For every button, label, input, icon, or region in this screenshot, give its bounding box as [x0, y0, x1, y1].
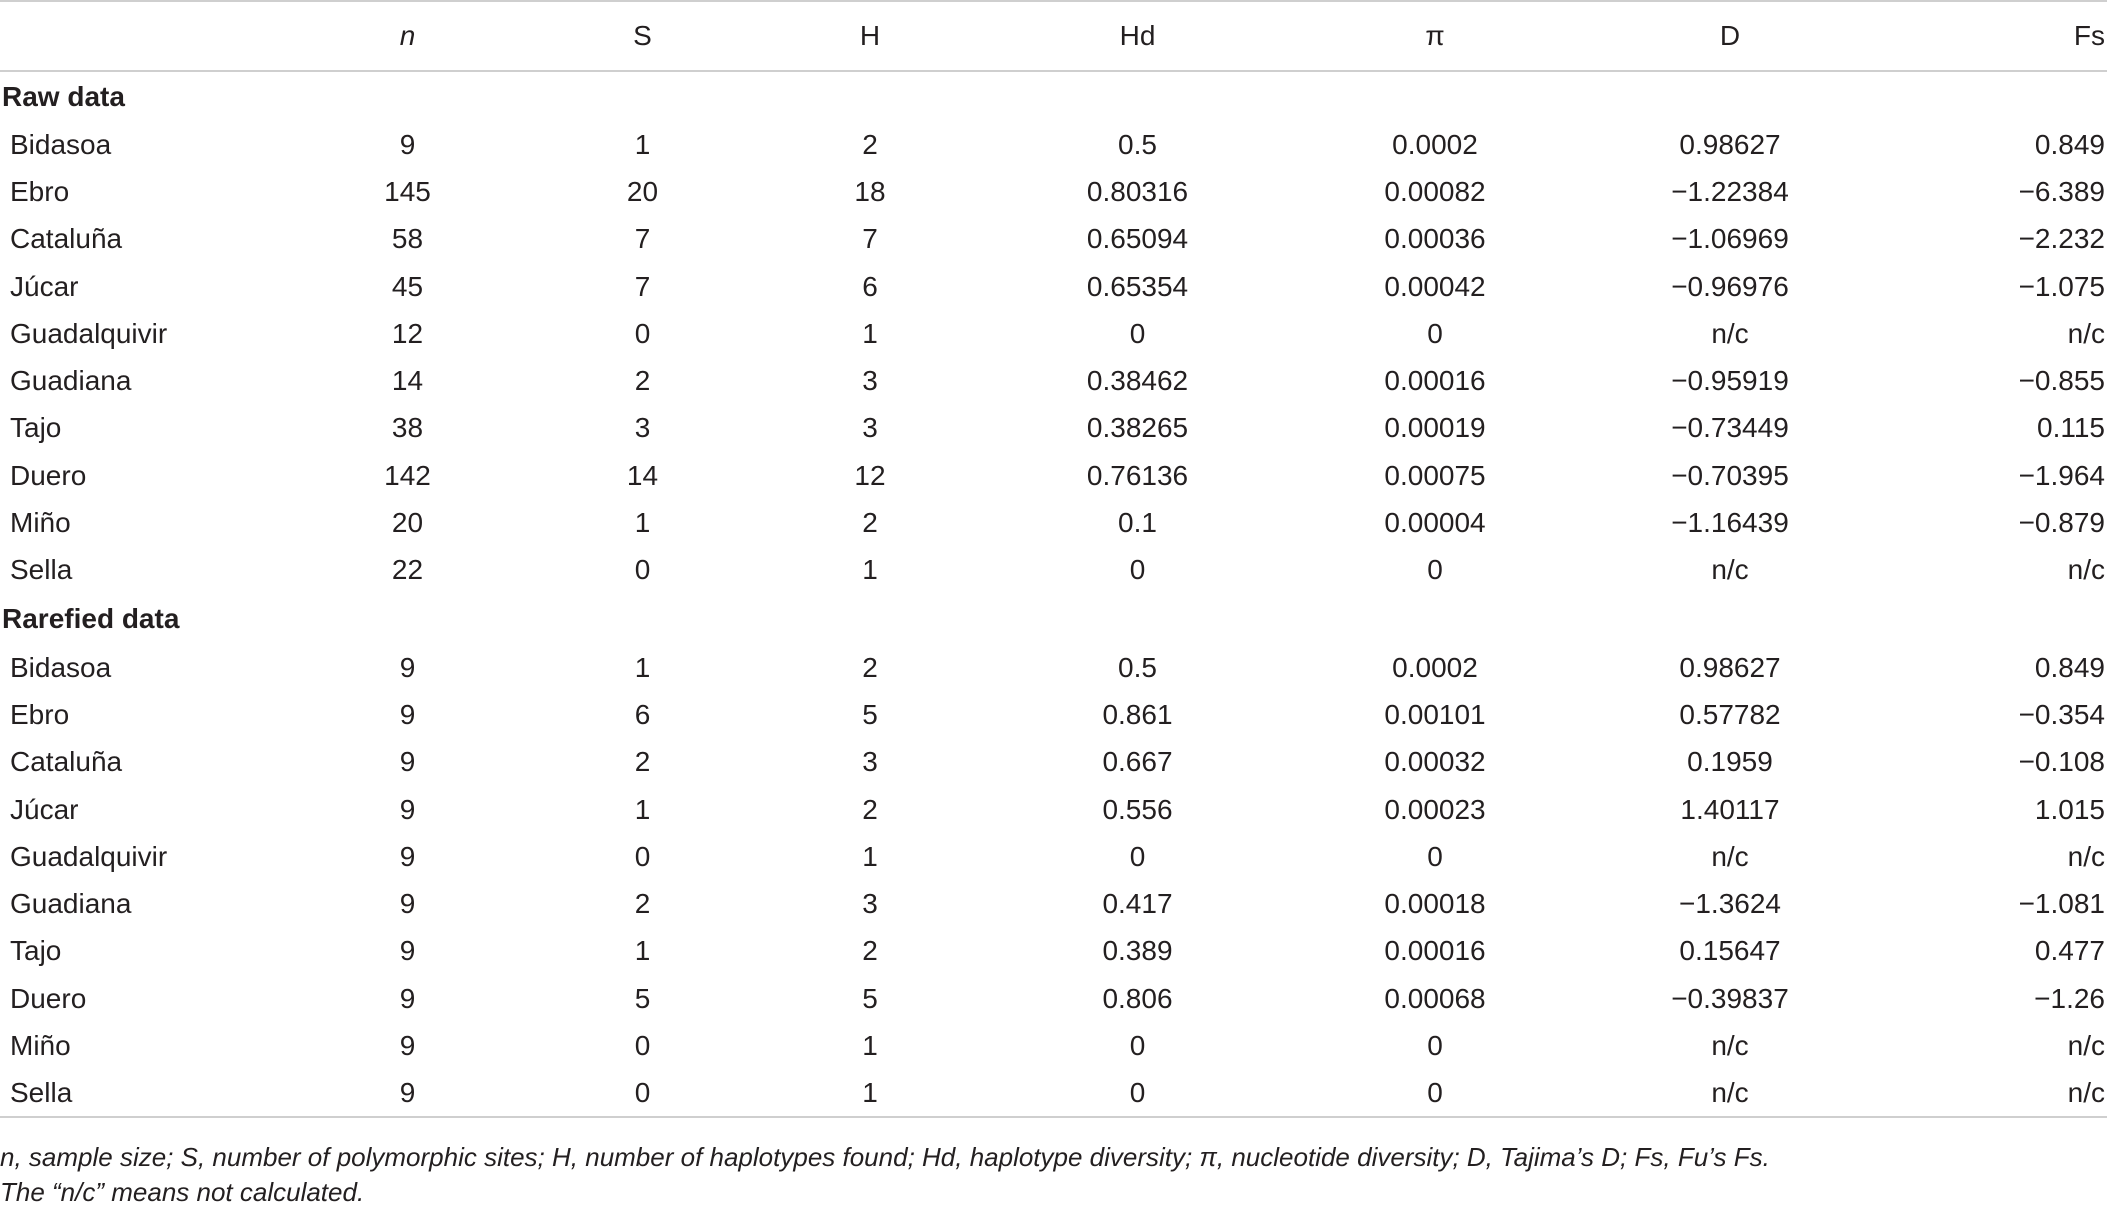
row-label: Cataluña	[10, 223, 123, 255]
n-cell: 9	[399, 128, 416, 160]
fs-cell: n/c	[2067, 840, 2105, 872]
row-label: Tajo	[10, 935, 62, 967]
d-cell: 1.40117	[1680, 793, 1780, 825]
d-cell: −0.96976	[1671, 270, 1789, 302]
header-d: D	[1719, 20, 1741, 51]
d-cell: 0.57782	[1679, 698, 1781, 730]
row-label: Miño	[10, 1029, 71, 1061]
fs-cell: −1.964	[2018, 459, 2105, 491]
pi-cell: 0	[1427, 1076, 1443, 1108]
pi-cell: 0.00042	[1384, 270, 1486, 302]
fs-cell: −0.855	[2018, 365, 2105, 397]
s-cell: 1	[634, 651, 651, 683]
section-title: Rarefied data	[2, 602, 180, 634]
d-cell: 0.1959	[1687, 746, 1773, 778]
fs-cell: 1.015	[2034, 793, 2105, 825]
table-footnote	[0, 1140, 2107, 1210]
h-cell: 3	[862, 888, 878, 920]
pi-cell: 0.0002	[1392, 128, 1478, 160]
d-cell: n/c	[1711, 840, 1749, 872]
h-cell: 2	[862, 935, 878, 967]
table-header	[0, 1, 2107, 71]
pi-cell: 0.00101	[1384, 698, 1486, 730]
pi-cell: 0	[1427, 554, 1443, 586]
s-cell: 2	[634, 888, 651, 920]
h-cell: 12	[854, 459, 886, 491]
n-cell: 9	[399, 840, 416, 872]
row-label: Ebro	[10, 698, 70, 730]
n-cell: 145	[384, 175, 431, 207]
h-cell: 6	[862, 270, 878, 302]
pi-cell: 0.00004	[1384, 507, 1486, 539]
h-cell: 5	[862, 698, 878, 730]
h-cell: 1	[862, 1029, 878, 1061]
h-cell: 1	[862, 840, 878, 872]
d-cell: −0.70395	[1671, 459, 1789, 491]
fs-cell: 0.115	[2037, 412, 2105, 444]
table-row	[0, 499, 2107, 546]
s-cell: 2	[634, 746, 651, 778]
row-label: Tajo	[10, 412, 62, 444]
n-cell: 38	[391, 412, 424, 444]
s-cell: 0	[634, 554, 651, 586]
n-cell: 12	[391, 317, 424, 349]
d-cell: −1.3624	[1679, 888, 1781, 920]
s-cell: 6	[634, 698, 651, 730]
pi-cell: 0.00068	[1384, 982, 1486, 1014]
table-row	[0, 216, 2107, 263]
h-cell: 3	[862, 746, 878, 778]
h-cell: 2	[862, 128, 878, 160]
hd-cell: 0.80316	[1086, 175, 1189, 207]
pi-cell: 0.00036	[1384, 223, 1486, 255]
row-label: Guadalquivir	[10, 317, 168, 349]
table-row	[0, 644, 2107, 691]
s-cell: 3	[634, 412, 651, 444]
hd-cell: 0.38462	[1086, 365, 1189, 397]
hd-cell: 0.667	[1102, 746, 1173, 778]
n-cell: 142	[384, 459, 431, 491]
table-row	[0, 1070, 2107, 1117]
row-label: Sella	[10, 554, 73, 586]
fs-cell: 0.477	[2034, 935, 2105, 967]
s-cell: 7	[634, 223, 651, 255]
pi-cell: 0.00019	[1384, 412, 1486, 444]
section-title: Raw data	[2, 80, 125, 112]
hd-cell: 0	[1129, 554, 1146, 586]
d-cell: −1.16439	[1671, 507, 1789, 539]
d-cell: −0.95919	[1671, 365, 1789, 397]
n-cell: 9	[399, 888, 416, 920]
table-row	[0, 357, 2107, 404]
row-label: Guadiana	[10, 888, 132, 920]
row-label: Júcar	[10, 270, 79, 302]
n-cell: 14	[391, 365, 424, 397]
fs-cell: n/c	[2067, 317, 2105, 349]
row-label: Guadiana	[10, 365, 132, 397]
fs-cell: −6.389	[2018, 175, 2105, 207]
row-label: Bidasoa	[10, 128, 112, 160]
n-cell: 9	[399, 1029, 416, 1061]
hd-cell: 0.38265	[1086, 412, 1189, 444]
row-label: Sella	[10, 1076, 73, 1108]
hd-cell: 0	[1129, 1029, 1146, 1061]
s-cell: 7	[634, 270, 651, 302]
n-cell: 9	[399, 982, 416, 1014]
row-label: Duero	[10, 982, 87, 1014]
n-cell: 9	[399, 698, 416, 730]
row-label: Ebro	[10, 175, 70, 207]
table-row	[0, 1022, 2107, 1069]
row-label: Júcar	[10, 793, 79, 825]
table-row	[0, 547, 2107, 594]
pi-cell: 0.00032	[1384, 746, 1486, 778]
s-cell: 1	[634, 128, 651, 160]
table-row	[0, 833, 2107, 880]
h-cell: 5	[862, 982, 878, 1014]
n-cell: 9	[399, 793, 416, 825]
fs-cell: −0.879	[2018, 507, 2105, 539]
n-cell: 45	[391, 270, 424, 302]
table-body	[0, 71, 2107, 1117]
hd-cell: 0.861	[1102, 698, 1173, 730]
h-cell: 3	[862, 365, 878, 397]
table-row	[0, 310, 2107, 357]
n-cell: 22	[391, 554, 424, 586]
hd-cell: 0	[1129, 840, 1146, 872]
header-fs: Fs	[2073, 20, 2105, 51]
row-label: Bidasoa	[10, 651, 112, 683]
h-cell: 1	[862, 554, 878, 586]
hd-cell: 0.1	[1118, 507, 1157, 539]
table-row	[0, 452, 2107, 499]
hd-cell: 0.5	[1118, 651, 1157, 683]
header-pi: π	[1425, 20, 1445, 51]
s-cell: 14	[626, 459, 659, 491]
h-cell: 18	[854, 175, 886, 207]
pi-cell: 0	[1427, 1029, 1443, 1061]
h-cell: 1	[862, 1076, 878, 1108]
section-header-row	[0, 594, 2107, 644]
fs-cell: −1.081	[2018, 888, 2105, 920]
table-row	[0, 786, 2107, 833]
fs-cell: −1.26	[2034, 982, 2105, 1014]
fs-cell: n/c	[2067, 1076, 2105, 1108]
s-cell: 0	[634, 1029, 651, 1061]
pi-cell: 0.00018	[1384, 888, 1486, 920]
header-label	[0, 1, 300, 71]
hd-cell: 0.65354	[1086, 270, 1189, 302]
d-cell: −1.06969	[1671, 223, 1789, 255]
s-cell: 5	[634, 982, 651, 1014]
row-label: Guadalquivir	[10, 840, 168, 872]
fs-cell: 0.849	[2034, 128, 2105, 160]
footnote-line-2: The “n/c” means not calculated.	[0, 1177, 365, 1207]
d-cell: 0.98627	[1679, 651, 1781, 683]
d-cell: −0.73449	[1671, 412, 1789, 444]
pi-cell: 0	[1427, 317, 1443, 349]
hd-cell: 0.806	[1102, 982, 1173, 1014]
pi-cell: 0	[1427, 840, 1443, 872]
h-cell: 2	[862, 793, 878, 825]
d-cell: n/c	[1711, 554, 1749, 586]
row-label: Cataluña	[10, 746, 123, 778]
n-cell: 20	[391, 507, 424, 539]
n-cell: 58	[391, 223, 424, 255]
fs-cell: −2.232	[2018, 223, 2105, 255]
n-cell: 9	[399, 651, 416, 683]
fs-cell: −0.108	[2018, 746, 2105, 778]
d-cell: n/c	[1711, 1076, 1749, 1108]
section-header-row	[0, 71, 2107, 121]
pi-cell: 0.00075	[1384, 459, 1486, 491]
n-cell: 9	[399, 1076, 416, 1108]
table-row	[0, 121, 2107, 168]
fs-cell: −0.354	[2018, 698, 2105, 730]
hd-cell: 0.5	[1118, 128, 1157, 160]
table-row	[0, 880, 2107, 927]
hd-cell: 0.417	[1102, 888, 1173, 920]
h-cell: 3	[862, 412, 878, 444]
header-n: n	[399, 20, 416, 51]
footnote-line-1: n, sample size; S, number of polymorphic sites; H, number of haplotypes found; Hd, haplotype diversity; π, nucleotide diversity; D, Tajima’s D; Fs, Fu’s Fs.	[0, 1142, 1770, 1172]
table-row	[0, 405, 2107, 452]
table-row	[0, 975, 2107, 1022]
row-label: Duero	[10, 459, 87, 491]
table-row	[0, 739, 2107, 786]
header-row	[0, 1, 2107, 71]
d-cell: 0.15647	[1679, 935, 1781, 967]
h-cell: 7	[862, 223, 878, 255]
d-cell: 0.98627	[1679, 128, 1781, 160]
row-label: Miño	[10, 507, 71, 539]
hd-cell: 0	[1129, 1076, 1146, 1108]
d-cell: n/c	[1711, 317, 1749, 349]
hd-cell: 0.556	[1102, 793, 1173, 825]
fs-cell: −1.075	[2018, 270, 2105, 302]
h-cell: 1	[862, 317, 878, 349]
s-cell: 1	[634, 507, 651, 539]
h-cell: 2	[862, 651, 878, 683]
pi-cell: 0.00016	[1384, 935, 1486, 967]
d-cell: n/c	[1711, 1029, 1749, 1061]
table-row	[0, 928, 2107, 975]
hd-cell: 0.65094	[1086, 223, 1189, 255]
s-cell: 20	[626, 175, 659, 207]
n-cell: 9	[399, 935, 416, 967]
d-cell: −0.39837	[1671, 982, 1789, 1014]
fs-cell: 0.849	[2034, 651, 2105, 683]
hd-cell: 0	[1129, 317, 1146, 349]
s-cell: 0	[634, 840, 651, 872]
hd-cell: 0.76136	[1086, 459, 1189, 491]
table-row	[0, 168, 2107, 215]
pi-cell: 0.00023	[1384, 793, 1486, 825]
s-cell: 0	[634, 317, 651, 349]
header-hd: Hd	[1119, 20, 1156, 51]
pi-cell: 0.0002	[1392, 651, 1478, 683]
s-cell: 1	[634, 793, 651, 825]
hd-cell: 0.389	[1102, 935, 1173, 967]
pi-cell: 0.00082	[1384, 175, 1486, 207]
header-h: H	[859, 20, 881, 51]
fs-cell: n/c	[2067, 554, 2105, 586]
h-cell: 2	[862, 507, 878, 539]
pi-cell: 0.00016	[1384, 365, 1486, 397]
header-s: S	[633, 20, 652, 51]
table-row	[0, 263, 2107, 310]
n-cell: 9	[399, 746, 416, 778]
s-cell: 0	[634, 1076, 651, 1108]
s-cell: 2	[634, 365, 651, 397]
s-cell: 1	[634, 935, 651, 967]
d-cell: −1.22384	[1671, 175, 1789, 207]
table-row	[0, 691, 2107, 738]
fs-cell: n/c	[2067, 1029, 2105, 1061]
